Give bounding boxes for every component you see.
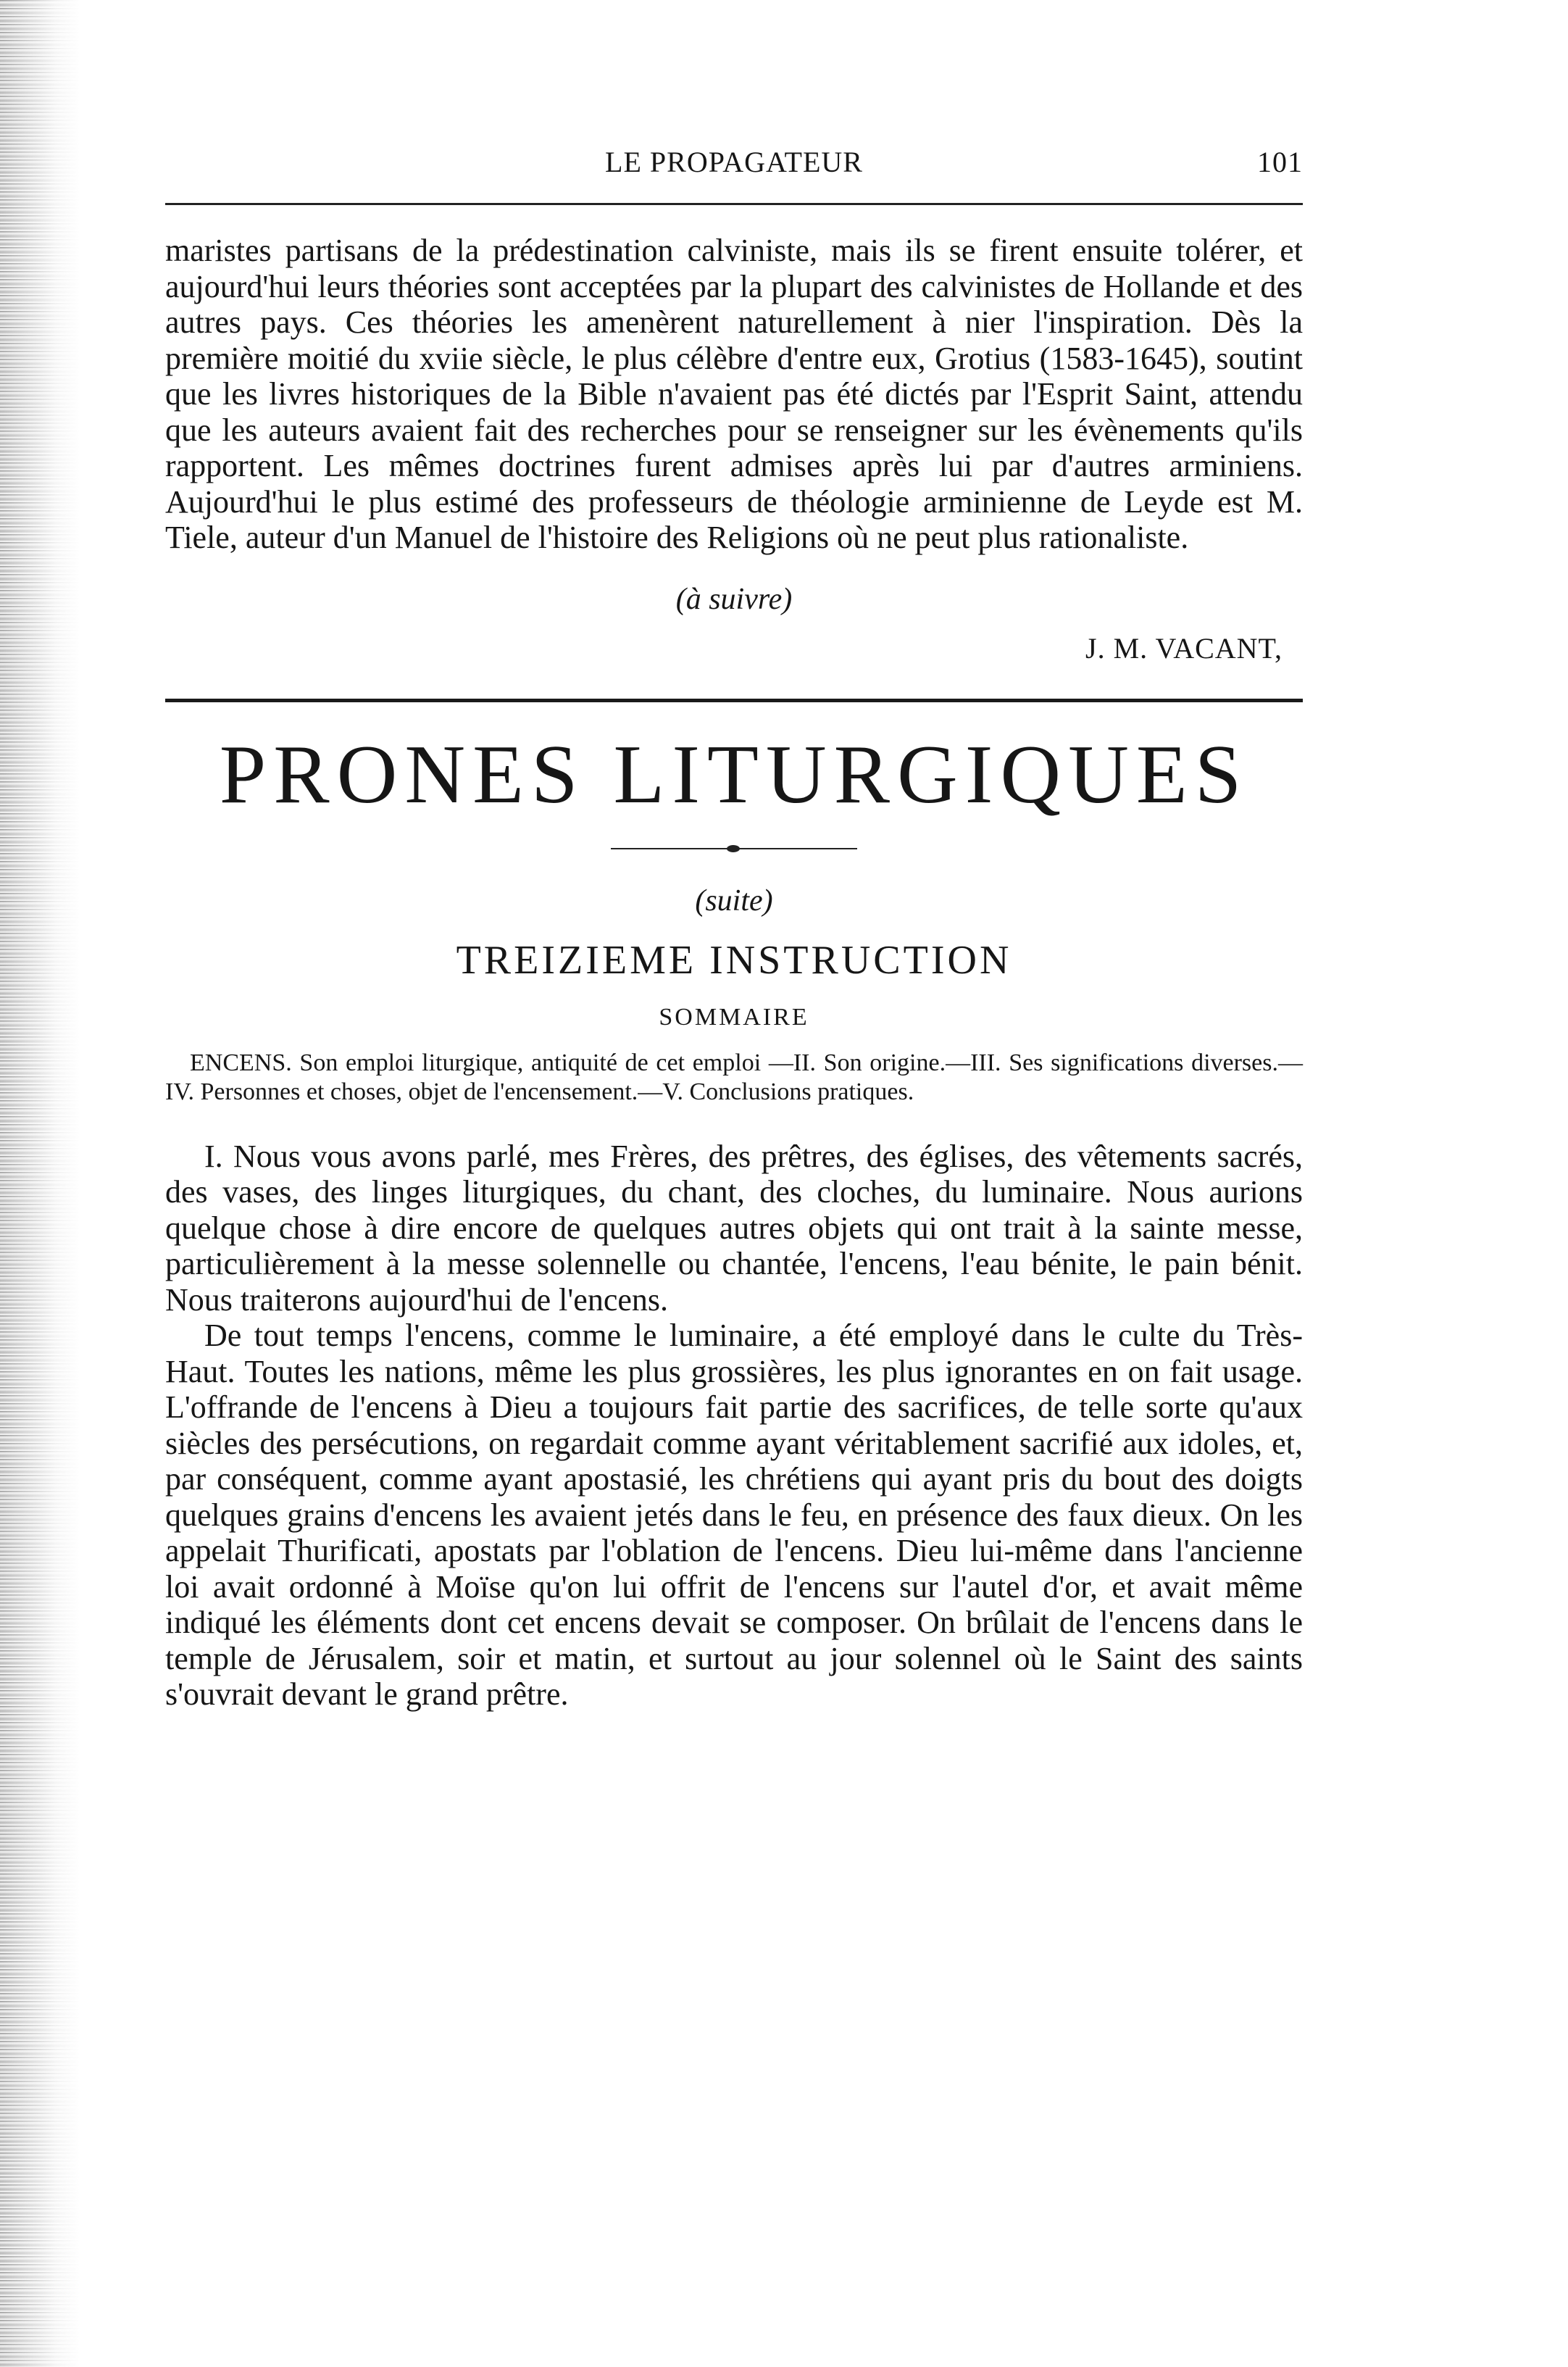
page-binding-edge: [0, 0, 80, 2367]
journal-page: [165, 145, 1303, 1713]
running-head: [165, 145, 1303, 191]
sommaire-heading: SOMMAIRE: [659, 1003, 809, 1031]
instruction-title: TREIZIEME INSTRUCTION: [456, 937, 1012, 983]
page-number: 101: [1257, 146, 1303, 178]
body-paragraph: I. Nous vous avons parlé, mes Frères, des prêtres, des églises, des vêtements sacrés, des vases, des linges liturgiques, du chant, des cloches, du luminaire. Nous aurions quelque chose à dire encore de quelques autres objets qui ont trait à la sainte messe, particulièrement à la messe solennelle ou chantée, l'encens, l'eau bénite, le pain bénit. Nous traiterons aujourd'hui de l'encens.: [165, 1138, 1303, 1318]
body-paragraph: De tout temps l'encens, comme le luminaire, a été employé dans le culte du Très-Haut. Toutes les nations, même les plus grossières, les plus ignorantes en on fait usage. L'offrande de l'encens à Dieu a toujours fait partie des sacrifices, de telle sorte qu'aux siècles des persécutions, on regardait comme ayant véritablement sacrifié aux idoles, et, par conséquent, comme ayant apostasié, les chrétiens qui ayant pris du bout des doigts quelques grains d'encens les avaient jetés dans le feu, en présence des faux dieux. On les appelait Thurificati, apostats par l'oblation de l'encens. Dieu lui-même dans l'ancienne loi avait ordonné à Moïse qu'on lui offrit de l'encens sur l'autel d'or, et avait même indiqué les éléments dont cet encens devait se composer. On brûlait de l'encens dans le temple de Jérusalem, soir et matin, et surtout au jour solennel où le Saint des saints s'ouvrait devant le grand prêtre.: [165, 1318, 1303, 1712]
continuation-paragraph: maristes partisans de la prédestination calviniste, mais ils se firent ensuite tolérer, et aujourd'hui leurs théories sont acceptées par la plupart des calvinistes de Hollande et des autres pays. Ces théories les amenèrent naturellement à nier l'inspiration. Dès la première moitié du xviie siècle, le plus célèbre d'entre eux, Grotius (1583-1645), soutint que les livres historiques de la Bible n'avaient pas été dictés par l'Esprit Saint, attendu que les auteurs avaient fait des recherches pour se renseigner sur les évènements qu'ils rapportent. Les mêmes doctrines furent admises après lui par d'autres arminiens. Aujourd'hui le plus estimé des professeurs de théologie arminienne de Leyde est M. Tiele, auteur d'un Manuel de l'histoire des Religions où ne peut plus rationaliste.: [165, 233, 1303, 555]
title-ornament: [611, 844, 857, 853]
author-signature: J. M. VACANT,: [1085, 631, 1283, 665]
running-head-title: LE PROPAGATEUR: [605, 146, 863, 178]
sommaire-text: ENCENS. Son emploi liturgique, antiquité de cet emploi —II. Son origine.—III. Ses significations diverses.—IV. Personnes et choses, objet de l'encensement.—V. Conclusions pratiques.: [165, 1049, 1303, 1105]
continued-note: (à suivre): [675, 582, 793, 616]
section-separator-rule: [165, 699, 1303, 702]
section-title: PRONES LITURGIQUES: [219, 728, 1249, 821]
suite-note: (suite): [695, 883, 773, 918]
header-rule: [165, 203, 1303, 205]
